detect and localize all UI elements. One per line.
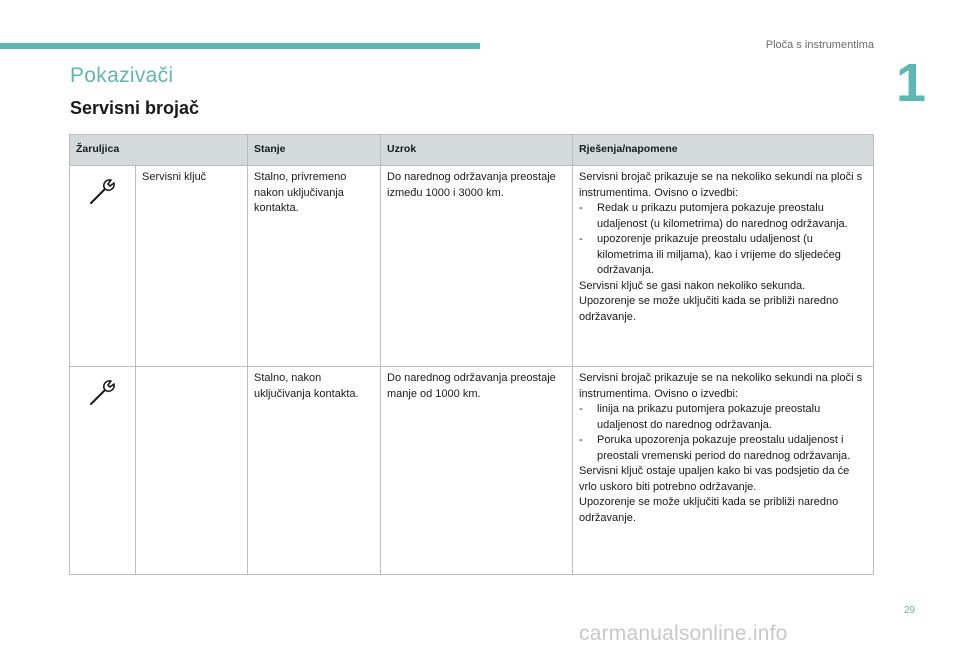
- notes-after: Upozorenje se može uključiti kada se približi naredno održavanje.: [579, 295, 839, 323]
- watermark: carmanualsonline.info: [579, 622, 788, 645]
- notes-bullet: - linija na prikazu putomjera pokazuje preostalu udaljenost do narednog održavanja.: [579, 403, 821, 431]
- page-number: 29: [904, 605, 916, 616]
- table-row: [70, 166, 874, 367]
- notes-bullet: - Poruka upozorenja pokazuje preostalu udaljenost i preostali vremenski period do narednog održavanja.: [579, 434, 851, 462]
- lamp-name: [136, 367, 248, 575]
- notes-cell: [573, 367, 874, 575]
- table-row: [70, 367, 874, 575]
- notes-after: Servisni ključ se gasi nakon nekoliko sekunda.: [579, 279, 806, 292]
- state-cell: Stalno, privremeno nakon uključivanja kontakta.: [248, 166, 381, 367]
- section-title: Ploča s instrumentima: [765, 39, 874, 51]
- page-heading: Pokazivači: [70, 64, 174, 87]
- notes-intro: Servisni brojač prikazuje se na nekoliko sekundi na ploči s instrumentima. Ovisno o izvedbi:: [579, 171, 863, 199]
- wrench-icon: [88, 398, 118, 410]
- cause-cell: Do narednog održavanja preostaje između 1000 i 3000 km.: [381, 166, 573, 367]
- column-header-lamp: Žaruljica: [70, 135, 248, 166]
- notes-bullet: - Redak u prikazu putomjera pokazuje preostalu udaljenost (u kilometrima) do narednog održavanja.: [579, 202, 848, 230]
- accent-bar: [0, 43, 480, 49]
- icon-cell: [70, 166, 136, 367]
- notes-after: Servisni ključ ostaje upaljen kako bi vas podsjetio da će vrlo uskoro biti potrebno održavanje.: [579, 465, 850, 493]
- indicator-table: [69, 134, 874, 575]
- notes-after: Upozorenje se može uključiti kada se približi naredno održavanje.: [579, 496, 839, 524]
- notes-bullet: - upozorenje prikazuje preostalu udaljenost (u kilometrima ili miljama), kao i vrijeme do sljedećeg održavanja.: [579, 233, 841, 276]
- sub-heading: Servisni brojač: [70, 98, 200, 118]
- notes-intro: Servisni brojač prikazuje se na nekoliko sekundi na ploči s instrumentima. Ovisno o izvedbi:: [579, 372, 863, 400]
- column-header-cause: Uzrok: [381, 135, 573, 166]
- icon-cell: [70, 367, 136, 575]
- column-header-notes: Rješenja/napomene: [573, 135, 874, 166]
- column-header-state: Stanje: [248, 135, 381, 166]
- notes-cell: [573, 166, 874, 367]
- wrench-icon: [88, 197, 118, 209]
- table-header-row: [70, 135, 874, 166]
- cause-cell: Do narednog održavanja preostaje manje od 1000 km.: [381, 367, 573, 575]
- lamp-name: Servisni ključ: [136, 166, 248, 367]
- state-cell: Stalno, nakon uključivanja kontakta.: [248, 367, 381, 575]
- chapter-number: 1: [896, 53, 927, 113]
